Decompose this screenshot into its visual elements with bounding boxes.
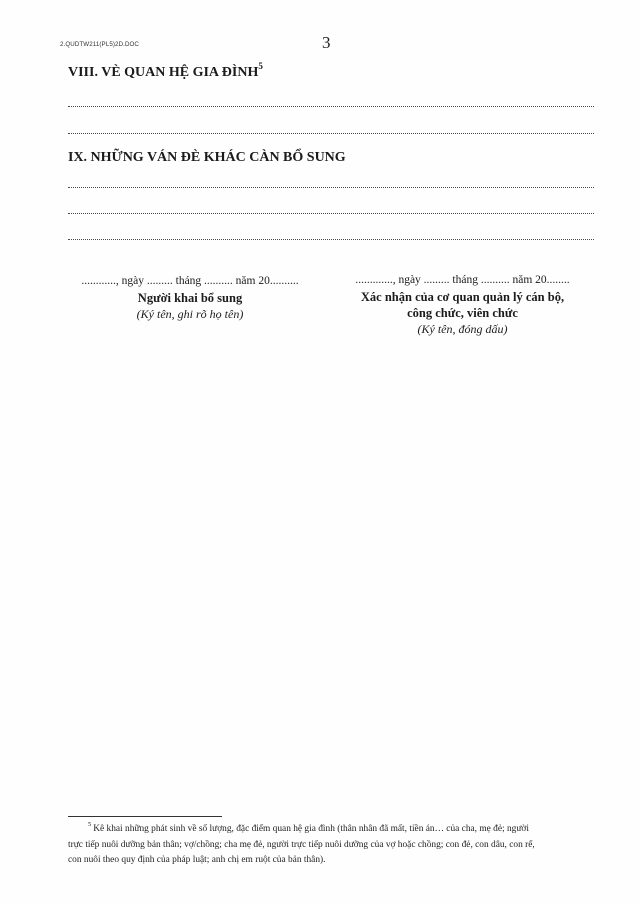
- dotted-fill-line: [68, 213, 594, 214]
- footnote-reference: 5: [258, 61, 263, 72]
- signer-title: Người khai bổ sung: [137, 291, 243, 305]
- date-line: ............., ngày ......... tháng .......... năm 20........: [355, 274, 570, 286]
- signature-note: (Ký tên, đóng dấu): [417, 322, 508, 336]
- document-code: 2.QUDTW211(PL5)2D.DOC: [60, 41, 140, 48]
- footnote-line-2: trực tiếp nuôi dưỡng bản thân; vợ/chồng; cha mẹ đẻ, người trực tiếp nuôi dưỡng của vợ hoặc chồng; con đẻ, con dâu, con rể,: [68, 839, 535, 850]
- footnote-separator: [68, 816, 222, 817]
- section-heading-text: VIII. VÈ QUAN HỆ GIA ĐÌNH: [68, 65, 259, 80]
- section-heading-other-matters: IX. NHỮNG VÁN ĐÈ KHÁC CÀN BỔ SUNG: [68, 150, 346, 165]
- footnote-line-1: [68, 822, 598, 838]
- authority-title-line-2: công chức, viên chức: [407, 306, 518, 320]
- footnote-marker: 5: [88, 820, 92, 828]
- footnote: [68, 822, 598, 869]
- declarant-signature-block: [70, 272, 310, 322]
- authority-title-line-1: Xác nhận của cơ quan quản lý cán bộ,: [360, 290, 565, 304]
- date-line: ............, ngày ......... tháng .......... năm 20..........: [81, 275, 299, 287]
- dotted-fill-line: [68, 239, 594, 240]
- footnote-text: Kê khai những phát sinh về số lượng, đặc điểm quan hệ gia đình (thân nhân đã mất, tiền án… của cha, mẹ đẻ; người: [93, 824, 529, 834]
- dotted-fill-line: [68, 133, 594, 134]
- page-number: 3: [322, 33, 331, 52]
- section-heading-family-relations: [68, 61, 263, 81]
- footnote-line-3: con nuôi theo quy định của pháp luật; anh chị em ruột của bản thân).: [68, 855, 326, 865]
- dotted-fill-line: [68, 187, 594, 188]
- signature-note: (Ký tên, ghi rõ họ tên): [136, 307, 244, 321]
- authority-confirmation-block: [340, 271, 585, 337]
- dotted-fill-line: [68, 106, 594, 107]
